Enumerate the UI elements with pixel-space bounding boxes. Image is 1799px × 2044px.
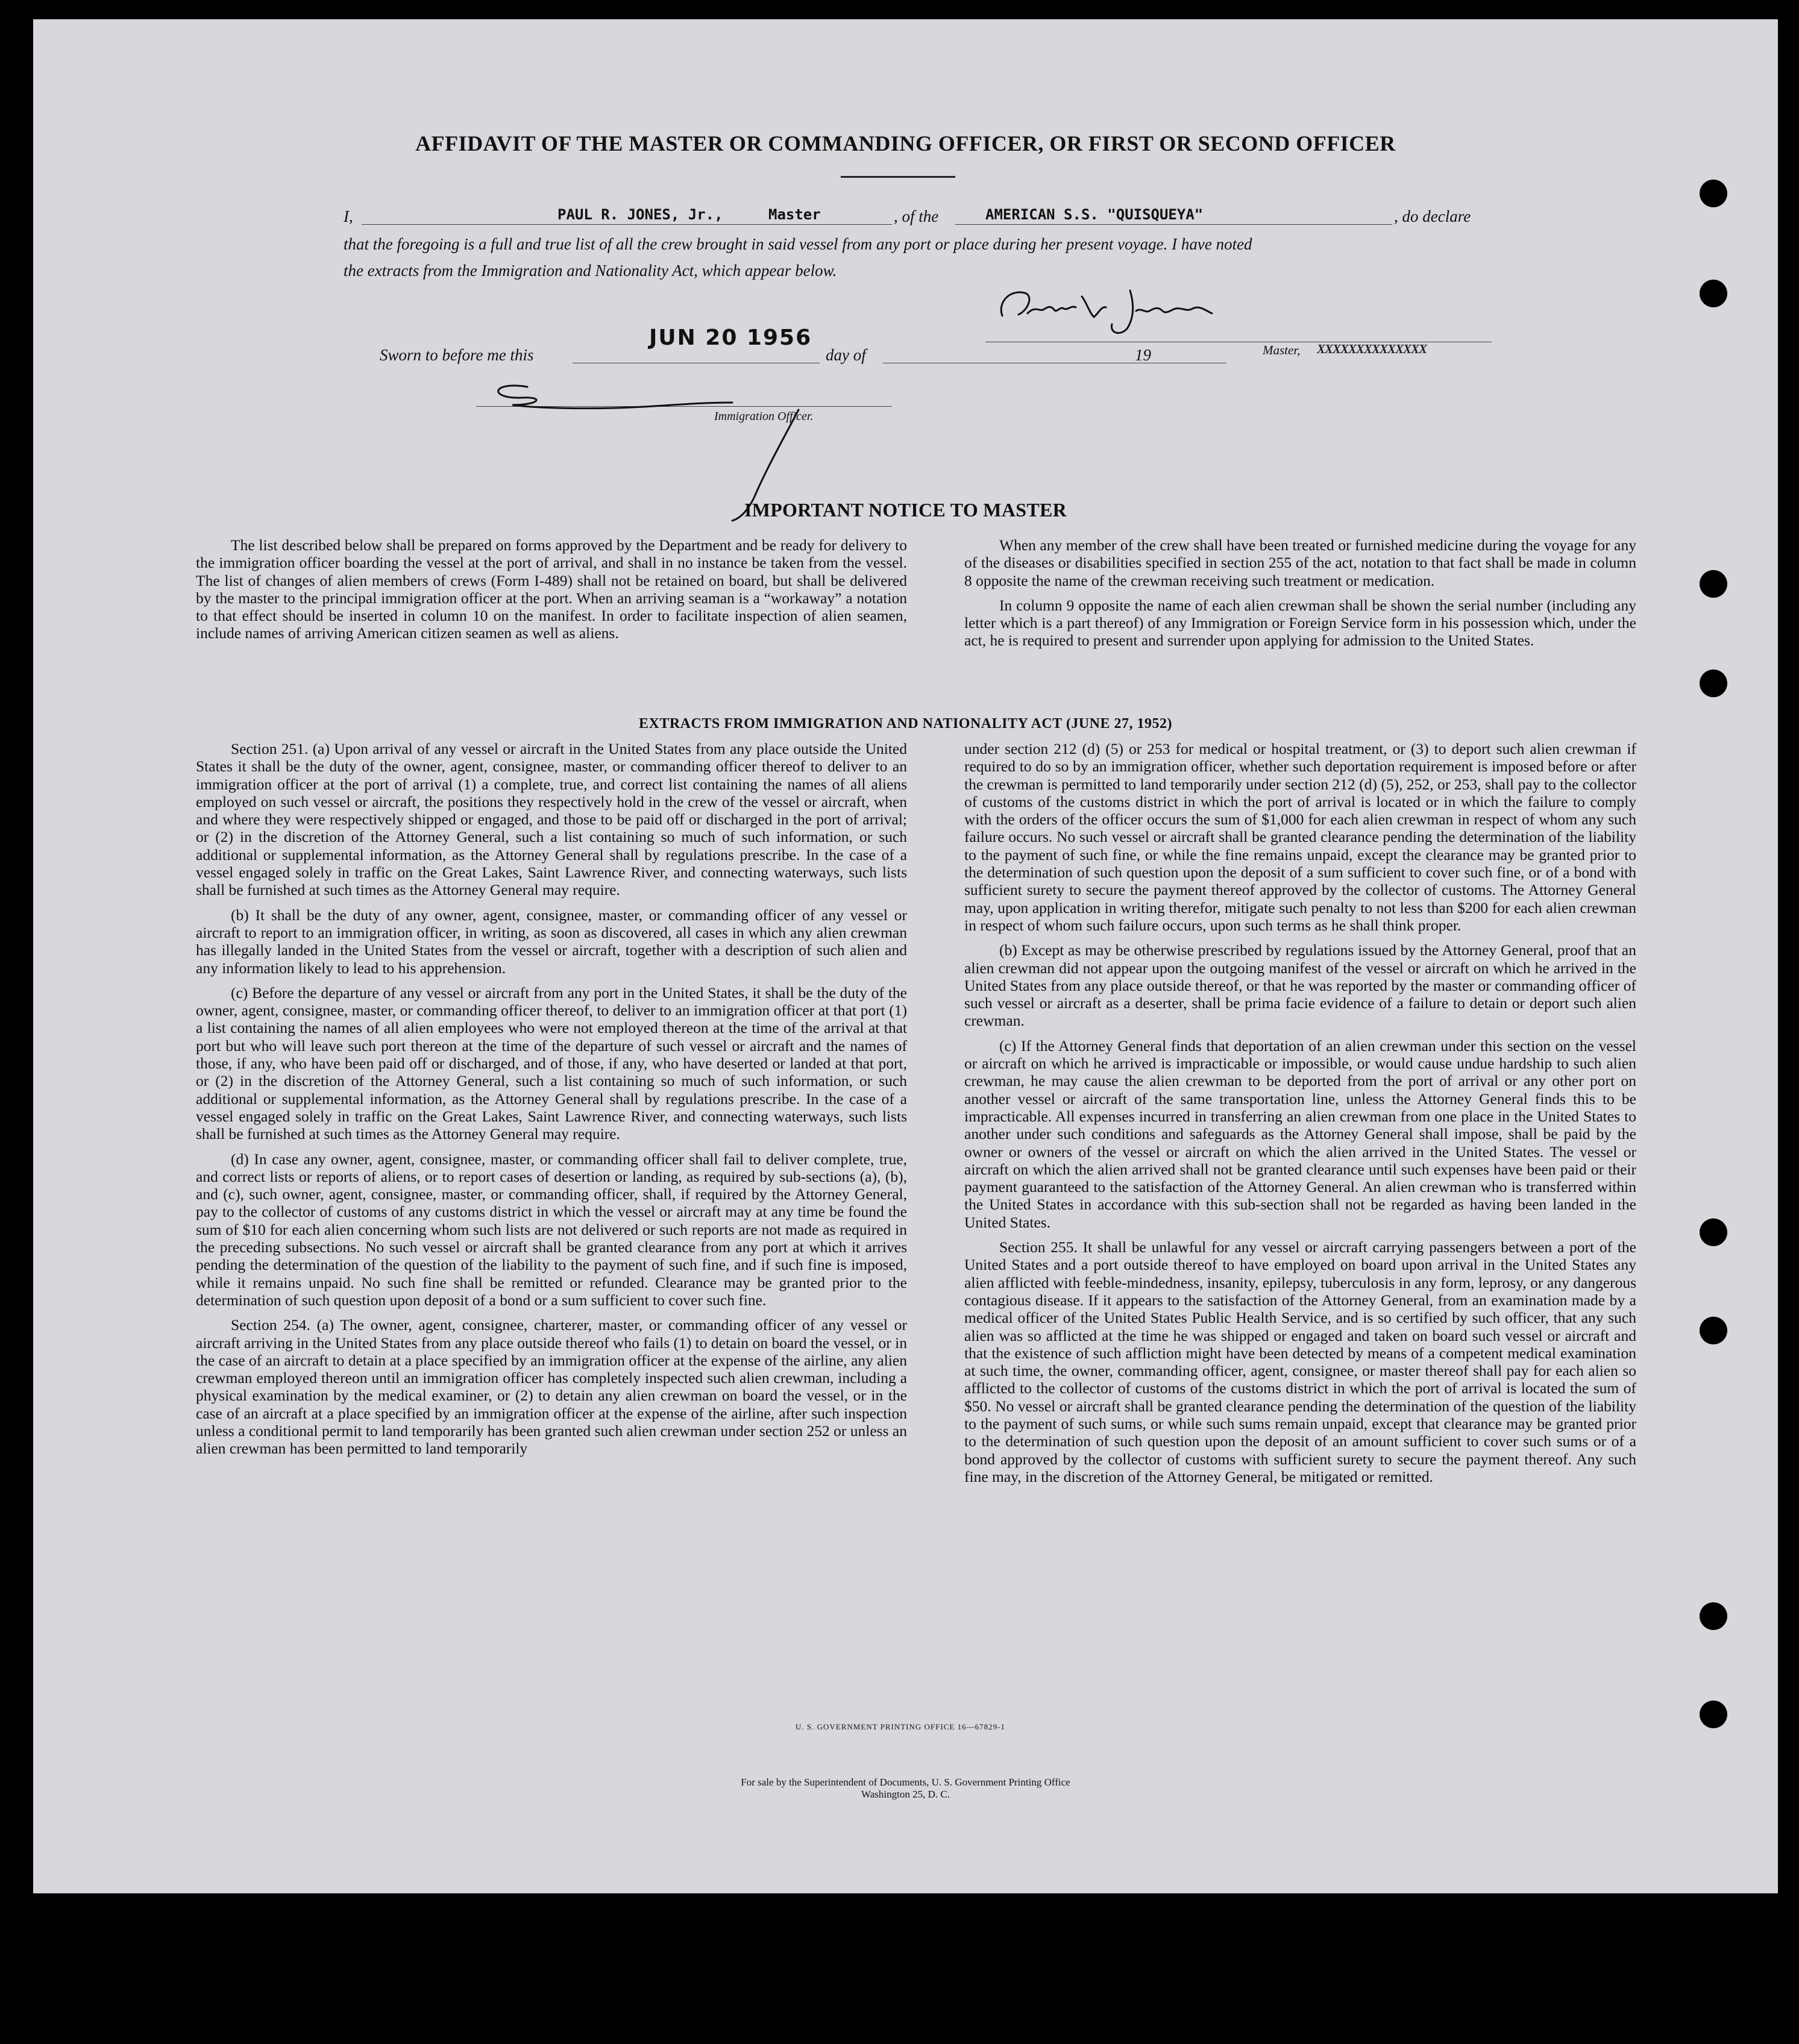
punch-hole bbox=[1700, 1602, 1727, 1630]
punch-hole bbox=[1700, 570, 1727, 598]
master-signature bbox=[991, 278, 1251, 351]
notice-right-paragraph-1: When any member of the crew shall have been treated or furnished medicine during the voyage for any of the diseases or disabilities specified in section 255 of the act, notation to that fact shall be made in column 8 opposite the name of the crewman receiving such treatment or medication. bbox=[964, 536, 1636, 589]
punch-hole bbox=[1700, 280, 1727, 307]
sale-note-line-2: Washington 25, D. C. bbox=[861, 1788, 950, 1800]
section-254-a-continued: under section 212 (d) (5) or 253 for medical or hospital treatment, or (3) to deport such alien crewman if required to do so by an immigration officer, whether such deportation requirement is imposed before or after the crewman is permitted to land temporarily under section 212 (d) (5), 252, or 253, shall pay to the collector of customs of the customs district in which the port of arrival is located or in which the failure to comply with the orders of the officer occurs the sum of $1,000 for each alien crewman in respect of whom any such failure occurs. No such vessel or aircraft shall be granted clearance pending the determination of the liability to the payment of such fine, or while the fine remains unpaid, except the clearance may be granted prior to the determination of such question upon the deposit of a sum sufficient to cover such fine, or of a bond with sufficient surety to secure the payment thereof approved by the collector of customs. The Attorney General may, upon application in writing therefor, mitigate such penalty to not less than $200 for each alien crewman in respect of whom such failure occurs, upon such terms as he shall think proper. bbox=[964, 740, 1636, 934]
year-prefix: 19 bbox=[1135, 346, 1151, 364]
day-of-label: day of bbox=[826, 346, 866, 364]
notice-heading: IMPORTANT NOTICE TO MASTER bbox=[744, 499, 1067, 521]
section-254-c: (c) If the Attorney General finds that deportation of an alien crewman under this section on the vessel or aircraft on which he arrived is impracticable or impossible, or would cause undue hardship to such alien crewman, he may cause the alien crewman to be deported from the port of arrival or any other port on another vessel or aircraft of the same transportation line, unless the Attorney General finds this to be impracticable. All expenses incurred in transferring an alien crewman from one place in the United States to another under such conditions and safeguards as the Attorney General shall impose, shall be paid by the owner or owners of the vessel or aircraft on which the alien arrived in the United States. The vessel or aircraft on which the alien arrived shall not be granted clearance until such expenses have been paid or their payment guaranteed to the satisfaction of the Attorney General. An alien crewman who is transferred within the United States in accordance with this sub-section shall not be regarded as having been landed in the United States. bbox=[964, 1036, 1636, 1231]
punch-hole bbox=[1700, 180, 1727, 207]
master-label: Master, bbox=[1263, 343, 1301, 357]
declarant-role: Master bbox=[768, 206, 821, 223]
struck-officer-text: XXXXXXXXXXXXXX bbox=[1317, 342, 1427, 356]
sale-note-line-1: For sale by the Superintendent of Documents, U. S. Government Printing Office bbox=[741, 1776, 1070, 1788]
declaration-do-declare: , do declare bbox=[1394, 207, 1471, 225]
declarant-blank bbox=[362, 206, 892, 225]
declarant-name: PAUL R. JONES, Jr., bbox=[557, 206, 723, 223]
section-251-b: (b) It shall be the duty of any owner, agent, consignee, master, or commanding officer of any vessel or aircraft to report to an immigration officer, in writing, as soon as discovered, all cases in which any alien crewman has illegally landed in the United States from the vessel or aircraft, together with a description of such alien and any information likely to lead to his apprehension. bbox=[196, 906, 907, 977]
vessel-name: AMERICAN S.S. "QUISQUEYA" bbox=[985, 206, 1204, 223]
section-254-b: (b) Except as may be otherwise prescribed by regulations issued by the Attorney General, proof that an alien crewman did not appear upon the outgoing manifest of the vessel or aircraft on which he arrived in the United States from any place outside thereof, or that he was reported by the master or commanding officer of such vessel or aircraft as a deserter, shall be prima facie evidence of a failure to detain or deport such alien crewman. bbox=[964, 941, 1636, 1030]
extracts-left-column bbox=[196, 740, 907, 1465]
vessel-blank bbox=[955, 206, 1392, 225]
punch-hole bbox=[1700, 1218, 1727, 1246]
sale-note bbox=[33, 1776, 1778, 1801]
section-254-a: Section 254. (a) The owner, agent, consignee, charterer, master, or commanding officer of any vessel or aircraft arriving in the United States from any place outside thereof who fails (1) to detain on board the vessel, or in the case of an aircraft to detain at a place specified by an immigration officer at the expense of the airline, any alien crewman employed thereon until an immigration officer has completely inspected such alien crewman, including a physical examination by the medical examiner, or (2) to detain any alien crewman on board the vessel, or in the case of an aircraft at a place specified by an immigration officer at the expense of the airline, after such inspection unless a conditional permit to land temporarily has been granted such alien crewman under section 252 or unless an alien crewman has been permitted to land temporarily bbox=[196, 1316, 907, 1458]
declaration-line-3: the extracts from the Immigration and Nationality Act, which appear below. bbox=[344, 262, 837, 280]
declaration-of-the: , of the bbox=[894, 207, 939, 225]
title-divider bbox=[841, 176, 955, 178]
immigration-officer-label: Immigration Officer. bbox=[714, 410, 814, 423]
punch-hole bbox=[1700, 669, 1727, 697]
document-page bbox=[33, 19, 1778, 1893]
declaration-line-2: that the foregoing is a full and true list of all the crew brought in said vessel from any port or place during her present voyage. I have noted bbox=[344, 235, 1252, 253]
extracts-heading: EXTRACTS FROM IMMIGRATION AND NATIONALITY ACT (JUNE 27, 1952) bbox=[639, 716, 1172, 732]
affidavit-title: AFFIDAVIT OF THE MASTER OR COMMANDING OFFICER, OR FIRST OR SECOND OFFICER bbox=[415, 131, 1396, 155]
punch-hole bbox=[1700, 1317, 1727, 1344]
section-251-d: (d) In case any owner, agent, consignee, master, or commanding officer shall fail to deliver complete, true, and correct lists or reports of aliens, or to report cases of desertion or landing, as required by sub-sections (a), (b), and (c), such owner, agent, consignee, master, or commanding officer, shall, if required by the Attorney General, pay to the collector of customs of any customs district in which the vessel or aircraft may at any time be found the sum of $10 for each alien concerning whom such lists are not delivered or such reports are not made as required in the preceding subsections. No such vessel or aircraft shall be granted clearance from any port at which it arrives pending the determination of the question of the liability to the payment of such fine, and if such fine is imposed, while it remains unpaid. No such fine shall be remitted or refunded. Clearance may be granted prior to the determination of such question upon deposit of a bond or a sum sufficient to cover such fine. bbox=[196, 1150, 907, 1309]
punch-hole bbox=[1700, 1701, 1727, 1728]
sworn-label: Sworn to before me this bbox=[380, 346, 534, 364]
notice-left-paragraph: The list described below shall be prepared on forms approved by the Department and be ready for delivery to the immigration officer boarding the vessel at the port of arrival, and shall in no instance be taken from the vessel. The list of changes of alien members of crews (Form I-489) shall not be retained on board, but shall be delivered by the master to the principal immigration officer at the port. When an arriving seaman is a “workaway” a notation to that effect should be inserted in column 10 on the manifest. In order to facilitate inspection of alien seamen, include names of arriving American citizen seamen as well as aliens. bbox=[196, 536, 907, 642]
printer-note: U. S. GOVERNMENT PRINTING OFFICE 16—67829-1 bbox=[796, 1722, 1005, 1731]
section-251-a: Section 251. (a) Upon arrival of any vessel or aircraft in the United States from any place outside the United States it shall be the duty of the owner, agent, consignee, master, or commanding officer thereof to deliver to an immigration officer at the port of arrival (1) a complete, true, and correct list containing the names of all aliens employed on such vessel or aircraft, the positions they respectively hold in the crew of the vessel or aircraft, when and where they were respectively shipped or engaged, and those to be paid off or discharged in the port of arrival; or (2) in the discretion of the Attorney General, such a list containing so much of such information, or such additional or supplemental information, as the Attorney General shall by regulations prescribe. In the case of a vessel engaged solely in traffic on the Great Lakes, Saint Lawrence River, and connecting waterways, such lists shall be furnished at such times as the Attorney General may require. bbox=[196, 740, 907, 899]
date-stamp: JUN 20 1956 bbox=[649, 325, 812, 350]
declaration-i: I, bbox=[344, 207, 353, 225]
section-251-c: (c) Before the departure of any vessel or aircraft from any port in the United States, it shall be the duty of the owner, agent, consignee, master, or commanding officer thereof, to deliver to an immigration officer at that port (1) a list containing the names of all alien employees who were not employed thereon at the time of the arrival at that port but who will leave such port thereon at the time of the departure of such vessel or aircraft and the names of those, if any, who have been paid off or discharged, and of those, if any, who have deserted or landed at that port, or (2) in the discretion of the Attorney General, such a list containing so much of such information, or such additional or supplemental information, as the Attorney General shall by regulations prescribe. In the case of a vessel engaged solely in traffic on the Great Lakes, Saint Lawrence River, and connecting waterways, such lists shall be furnished at such times as the Attorney General may require. bbox=[196, 983, 907, 1143]
notice-right-column bbox=[964, 536, 1636, 657]
section-255: Section 255. It shall be unlawful for any vessel or aircraft carrying passengers between a port of the United States and a port outside thereof to have employed on board upon arrival in the United States any alien afflicted with feeble-mindedness, insanity, epilepsy, tuberculosis in any form, leprosy, or any dangerous contagious disease. If it appears to the satisfaction of the Attorney General, from an examination made by a medical officer of the United States Public Health Service, and is so certified by such officer, that any such alien was so afflicted at the time he was shipped or engaged and taken on board such vessel or aircraft and that the existence of such affliction might have been detected by means of a competent medical examination at such time, the owner, commanding officer, agent, consignee, or master thereof shall pay for each alien so afflicted to the collector of customs of the customs district in which the port of arrival is located the sum of $50. No vessel or aircraft shall be granted clearance pending the determination of the question of the liability to the payment of such sums, or while such sums remain unpaid, except that clearance may be granted prior to the determination of such question upon the deposit of an amount sufficient to cover such sums or of a bond approved by the collector of customs with sufficient surety to secure the payment thereof. Any such fine may, in the discretion of the Attorney General, be mitigated or remitted. bbox=[964, 1238, 1636, 1485]
notice-left-column bbox=[196, 536, 907, 650]
notice-right-paragraph-2: In column 9 opposite the name of each alien crewman shall be shown the serial number (including any letter which is a part thereof) of any Immigration or Foreign Service form in his possession which, under the act, he is required to present and surrender upon applying for admission to the United States. bbox=[964, 596, 1636, 650]
extracts-right-column bbox=[964, 740, 1636, 1493]
